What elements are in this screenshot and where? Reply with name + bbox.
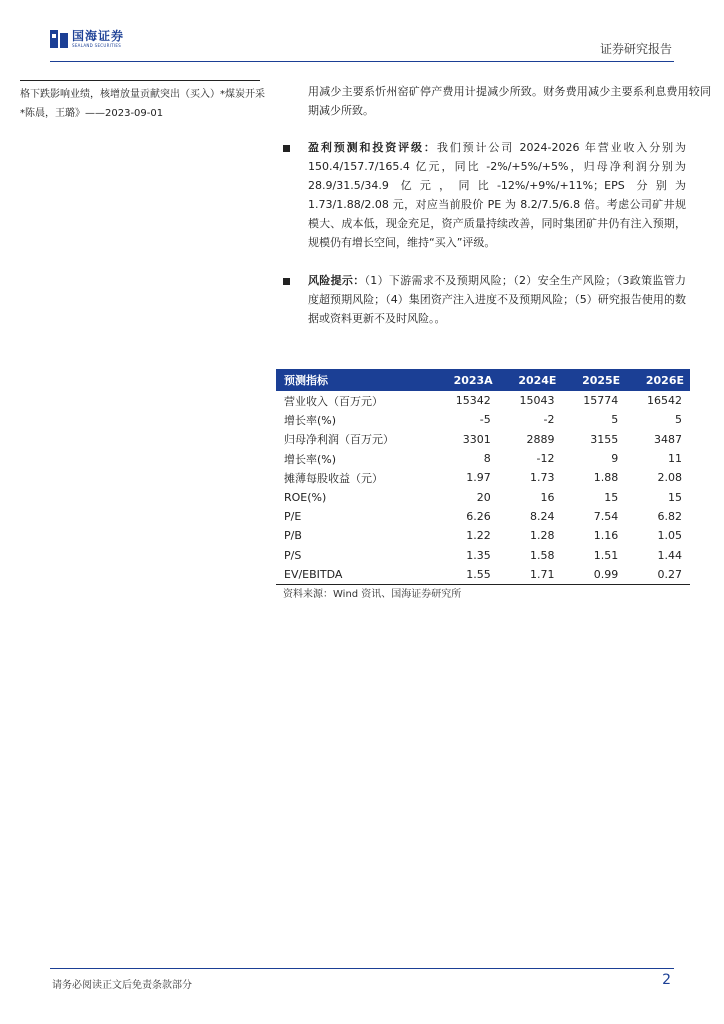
table-cell: 摊薄每股收益（元）	[284, 471, 383, 485]
table-cell: 6.26	[466, 509, 491, 523]
risk-text: （1）下游需求不及预期风险；（2）安全生产风险；（3政策监管力度超预期风险；（4）集团资产注入进度不及预期风险；（5）研究报告使用的数据或资料更新不及时风险。。	[308, 274, 686, 325]
table-row	[276, 391, 690, 410]
table-cell: 0.27	[626, 565, 690, 585]
table-cell: 1.97	[466, 471, 491, 485]
table-cell: P/B	[284, 529, 302, 543]
table-cell: 归母净利润（百万元）	[284, 433, 394, 447]
table-cell: 3155	[590, 432, 619, 446]
table-row	[276, 526, 690, 545]
table-header-cell: 预测指标	[284, 374, 328, 387]
table-cell: 8	[483, 452, 491, 466]
risk-section	[283, 271, 686, 328]
table-header-row	[276, 369, 690, 391]
table-cell: 20	[476, 490, 491, 504]
table-cell: 3487	[654, 432, 682, 446]
table-cell: 2.08	[657, 471, 682, 485]
table-cell: 1.51	[593, 548, 619, 562]
logo-mark-icon	[50, 30, 68, 48]
forecast-label: 盈利预测和投资评级：	[308, 141, 437, 154]
bullet-square-icon	[283, 145, 290, 152]
table-cell: 5	[611, 413, 619, 427]
table-cell: 1.16	[593, 529, 619, 543]
table-cell: 1.28	[529, 529, 555, 543]
table-cell: 1.35	[466, 548, 491, 562]
table-source: 资料来源：Wind 资讯、国海证券研究所	[283, 589, 462, 600]
bullet-square-icon	[283, 278, 290, 285]
header-divider	[50, 61, 674, 62]
table-header-cell: 2025E	[582, 373, 621, 387]
table-cell: 15342	[455, 394, 491, 408]
table-row	[276, 487, 690, 506]
table-cell: 2889	[526, 432, 555, 446]
table-cell: 9	[611, 452, 619, 466]
table-cell: -12	[536, 452, 555, 466]
table-row	[276, 507, 690, 526]
forecast-text: 我们预计公司 2024-2026 年营业收入分别为 150.4/157.7/165.4 亿元，同比 -2%/+5%/+5%，归母净利润分别为 28.9/31.5/34.9 亿元，同比-12%/+9%/+11%；EPS 分别为 1.73/1.88/2.08 元，对应当前股价 PE 为 8.2/7.5/6.8 倍。考虑公司矿井规模大、成本低，现金充足，资产质量持续改善，同时集团矿井仍有注入预期，规模仍有增长空间，维持“买入”评级。	[308, 141, 687, 249]
table-cell: 1.73	[529, 471, 555, 485]
table-cell: 增长率(%)	[284, 452, 337, 466]
table-cell: 5	[675, 413, 682, 427]
table-cell: 15	[604, 490, 619, 504]
table-header-cell: 2023A	[453, 373, 493, 387]
table-row	[276, 468, 690, 487]
table-cell: 1.05	[657, 529, 682, 543]
risk-label: 风险提示：	[308, 274, 365, 287]
forecast-section	[283, 138, 686, 252]
table-cell: P/S	[284, 548, 302, 562]
table-cell: -2	[543, 413, 555, 427]
table-row	[276, 449, 690, 468]
table-cell: 0.99	[562, 565, 626, 585]
table-cell: 1.44	[657, 548, 682, 562]
left-note-divider	[20, 80, 260, 81]
table-cell: ROE(%)	[284, 490, 327, 504]
logo-en-text: SEALAND SECURITIES	[72, 43, 122, 48]
table-cell: 1.58	[529, 548, 555, 562]
related-report-note: 格下跌影响业绩，核增放量贡献突出（买入）*煤炭开采*陈晨，王璐》——2023-09-01	[20, 89, 265, 119]
table-cell: 1.22	[466, 529, 491, 543]
table-cell: EV/EBITDA	[276, 565, 434, 585]
table-cell: 11	[668, 452, 682, 466]
table-cell: 1.55	[434, 565, 499, 585]
table-cell: 增长率(%)	[284, 413, 337, 427]
table-cell: 1.71	[499, 565, 563, 585]
table-cell: 营业收入（百万元）	[284, 394, 383, 408]
table-row	[276, 545, 690, 564]
table-cell: 15	[668, 490, 682, 504]
footer-divider	[50, 968, 674, 969]
table-cell: 8.24	[529, 509, 555, 523]
page-number: 2	[662, 972, 671, 988]
table-cell: -5	[479, 413, 491, 427]
table-cell: 7.54	[593, 509, 619, 523]
company-logo	[50, 30, 124, 48]
document-type: 证券研究报告	[599, 42, 672, 56]
table-cell: P/E	[284, 509, 302, 523]
table-row	[276, 565, 690, 585]
table-cell: 1.88	[593, 471, 619, 485]
footer-disclaimer: 请务必阅读正文后免责条款部分	[52, 980, 192, 991]
table-row	[276, 430, 690, 449]
table-cell: 15043	[519, 394, 555, 408]
table-header-cell: 2024E	[518, 373, 557, 387]
table-cell: 6.82	[657, 509, 682, 523]
forecast-table	[276, 369, 690, 585]
table-header-cell: 2026E	[645, 373, 684, 387]
logo-cn-text: 国海证券	[72, 29, 125, 43]
table-cell: 16542	[647, 394, 682, 408]
table-cell: 15774	[583, 394, 619, 408]
paragraph-expenses: 用减少主要系忻州窑矿停产费用计提减少所致。财务费用减少主要系利息费用较同期减少所致。	[308, 85, 711, 117]
table-row	[276, 410, 690, 429]
page-header	[0, 0, 724, 62]
table-cell: 3301	[462, 432, 491, 446]
table-cell: 16	[540, 490, 555, 504]
